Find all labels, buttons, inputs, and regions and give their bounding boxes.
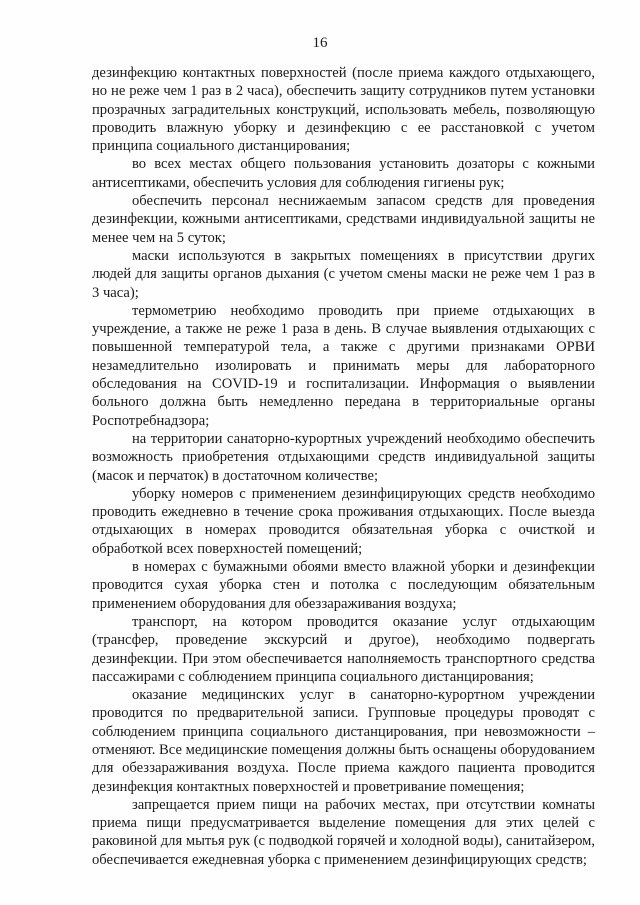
- page-number: 16: [312, 35, 328, 51]
- paragraph-2: во всех местах общего пользования установить дозаторы с кожными антисептиками, обеспечить условия для соблюдения гигиены рук;: [92, 156, 595, 191]
- paragraph-6: на территории санаторно-курортных учреждений необходимо обеспечить возможность приобретения отдыхающими средств индивидуальной защиты (масок и перчаток) в достаточном количестве;: [92, 430, 595, 484]
- paragraph-11: запрещается прием пищи на рабочих местах, при отсутствии комнаты приема пищи предусматривается выделение помещения для этих целей с раковиной для мытья рук (с подводкой горячей и холодной воды), санитайзером, обеспечивается ежедневная уборка с применением дезинфицирующих средств;: [92, 796, 595, 868]
- paragraph-4: маски используются в закрытых помещениях в присутствии других людей для защиты органов дыхания (с учетом смены маски не реже чем 1 раз в 3 часа);: [92, 247, 595, 301]
- paragraph-10: оказание медицинских услуг в санаторно-курортном учреждении проводится по предварительной записи. Групповые процедуры проводят с соблюдением принципа социального дистанцирования, при невозможности – отменяют. Все медицинские помещения должны быть оснащены оборудованием для обеззараживания воздуха. После приема каждого пациента проводится дезинфекция контактных поверхностей и проветривание помещения;: [92, 687, 595, 795]
- paragraph-1: дезинфекцию контактных поверхностей (после приема каждого отдыхающего, но не реже чем 1 раз в 2 часа), обеспечить защиту сотрудников путем установки прозрачных заградительных конструкций, использовать мебель, позволяющую проводить влажную уборку и дезинфекцию с ее расстановкой с учетом принципа социального дистанцирования;: [92, 65, 595, 155]
- paragraph-5: термометрию необходимо проводить при приеме отдыхающих в учреждение, а также не реже 1 раза в день. В случае выявления отдыхающих с повышенной температурой тела, а также с другими признаками ОРВИ незамедлительно изолировать и принимать меры для лабораторного обследования на COVID-19 и госпитализации. Информация о выявлении больного должна быть немедленно передана в территориальные органы Роспотребнадзора;: [92, 302, 595, 429]
- paragraph-9: транспорт, на котором проводится оказание услуг отдыхающим (трансфер, проведение экскурсий и другое), необходимо подвергать дезинфекции. При этом обеспечивается наполняемость транспортного средства пассажирами с соблюдением принципа социального дистанцирования;: [92, 613, 595, 685]
- paragraph-7: уборку номеров с применением дезинфицирующих средств необходимо проводить ежедневно в течение срока проживания отдыхающих. После выезда отдыхающих в номерах проводится обязательная уборка с очисткой и обработкой всех поверхностей помещений;: [92, 485, 595, 557]
- paragraph-8: в номерах с бумажными обоями вместо влажной уборки и дезинфекции проводится сухая уборка стен и потолка с последующим обязательным применением оборудования для обеззараживания воздуха;: [92, 559, 595, 612]
- paragraph-3: обеспечить персонал неснижаемым запасом средств для проведения дезинфекции, кожными антисептиками, средствами индивидуальной защиты не менее чем на 5 суток;: [92, 193, 595, 246]
- document-body: [92, 64, 595, 869]
